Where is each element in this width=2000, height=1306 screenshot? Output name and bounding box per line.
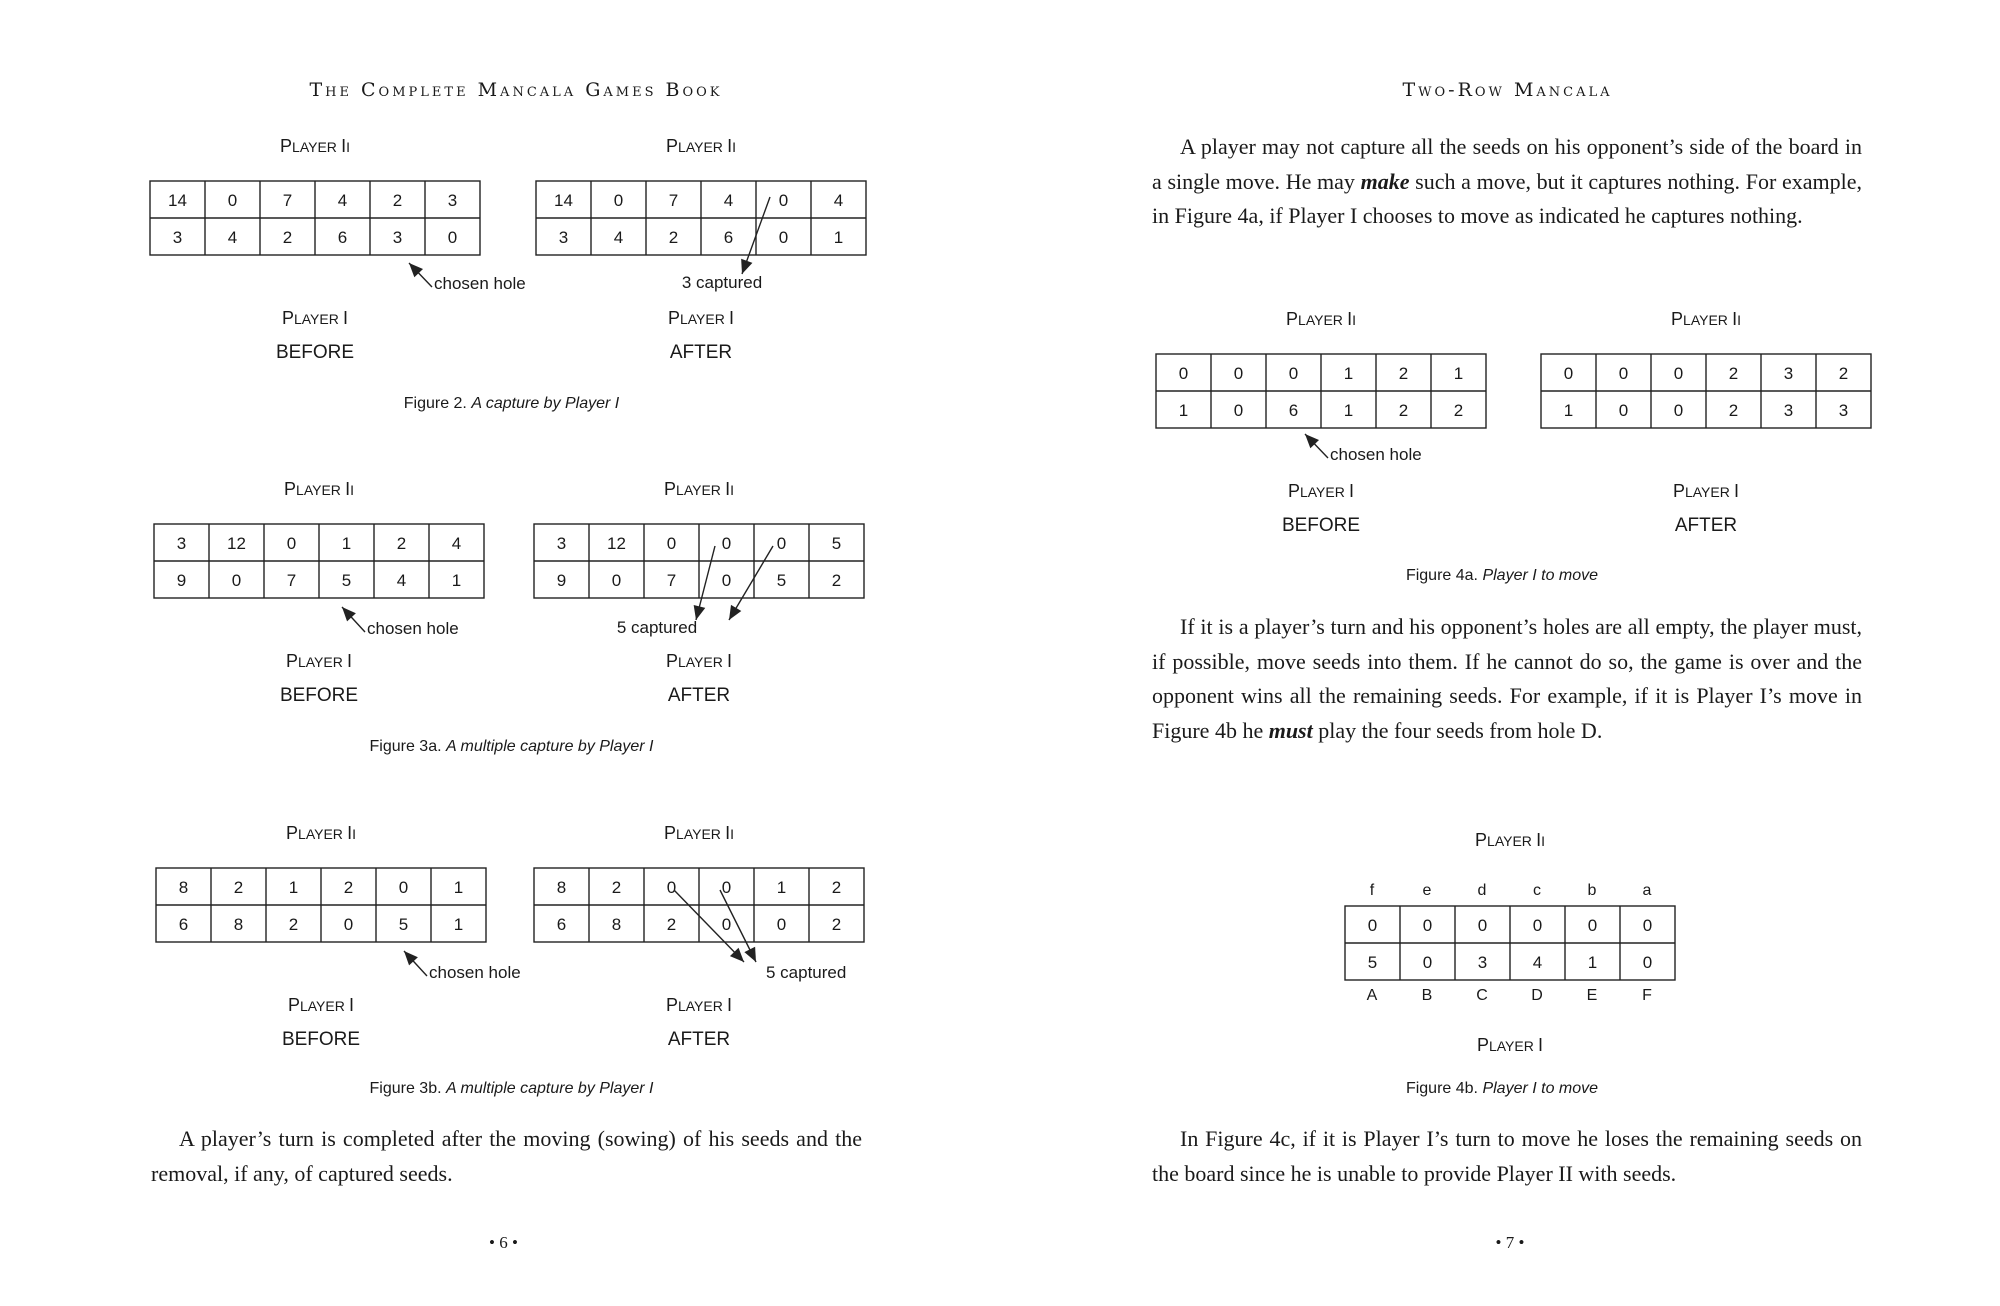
chosen-hole-note: chosen hole <box>367 619 459 638</box>
after-hole-value: 2 <box>1728 364 1739 383</box>
position-board <box>1345 906 1675 980</box>
before-hole-value: 2 <box>1453 401 1464 420</box>
paragraph-capture-rule: A player may not capture all the seeds on his opponent’s side of the board in a single move. He may make such a move, but it captures nothing. For example, in Figure 4a, if Player I chooses to move as indicated he captures nothing. <box>1152 134 1862 228</box>
after-hole-value: 0 <box>776 915 787 934</box>
hole-letter-bottom: A <box>1366 987 1378 1004</box>
after-hole-value: 0 <box>611 571 622 590</box>
after-label: AFTER <box>1674 515 1738 536</box>
before-hole-value: 2 <box>392 191 403 210</box>
before-hole-value: 1 <box>288 878 299 897</box>
figure-2-diagram <box>140 125 880 365</box>
before-hole-value: 6 <box>178 915 189 934</box>
before-hole-value: 0 <box>286 534 297 553</box>
before-hole-value: 12 <box>227 534 246 553</box>
after-hole-value: 2 <box>831 571 842 590</box>
before-hole-value: 14 <box>168 191 187 210</box>
right-page <box>1000 0 2000 1306</box>
figure-3b-diagram <box>140 812 880 1052</box>
before-hole-value: 1 <box>1453 364 1464 383</box>
after-hole-value: 0 <box>1563 364 1574 383</box>
player-ii-label: PLAYER II <box>1286 309 1356 329</box>
before-hole-value: 0 <box>343 915 354 934</box>
player-i-label: PLAYER I <box>1672 481 1740 501</box>
after-board <box>536 181 866 255</box>
running-head: The Complete Mancala Games Book <box>309 79 723 101</box>
before-hole-value: 0 <box>227 191 238 210</box>
before-hole-value: 9 <box>176 571 187 590</box>
after-hole-value: 0 <box>721 915 732 934</box>
figure-4b-caption: Figure 4b. Player I to move <box>1405 1080 1599 1097</box>
figure-2-caption: Figure 2. A capture by Player I <box>403 395 620 412</box>
before-hole-value: 1 <box>1178 401 1189 420</box>
before-hole-value: 7 <box>282 191 293 210</box>
before-label: BEFORE <box>281 1029 361 1050</box>
before-hole-value: 6 <box>1288 401 1299 420</box>
before-hole-value: 2 <box>1398 364 1409 383</box>
after-hole-value: 5 <box>776 571 787 590</box>
player-i-label: PLAYER I <box>287 995 355 1015</box>
before-board <box>154 524 484 598</box>
after-hole-value: 14 <box>554 191 573 210</box>
figure-4a-diagram <box>1152 298 1892 538</box>
player-i-label: PLAYER I <box>285 651 353 671</box>
before-hole-value: 1 <box>1343 401 1354 420</box>
before-hole-value: 2 <box>233 878 244 897</box>
after-hole-value: 0 <box>778 191 789 210</box>
position-hole-value: 0 <box>1422 953 1433 972</box>
before-hole-value: 8 <box>178 878 189 897</box>
before-hole-value: 3 <box>176 534 187 553</box>
after-hole-value: 4 <box>833 191 844 210</box>
player-i-label: PLAYER I <box>281 308 349 328</box>
before-hole-value: 3 <box>172 228 183 247</box>
player-i-label: PLAYER I <box>665 995 733 1015</box>
hole-letter-top: b <box>1587 882 1597 899</box>
position-hole-value: 1 <box>1587 953 1598 972</box>
after-hole-value: 0 <box>721 571 732 590</box>
before-hole-value: 2 <box>1398 401 1409 420</box>
after-hole-value: 0 <box>1673 401 1684 420</box>
before-hole-value: 0 <box>1178 364 1189 383</box>
after-hole-value: 8 <box>611 915 622 934</box>
after-board <box>534 868 864 942</box>
after-board <box>1541 354 1871 428</box>
after-hole-value: 4 <box>613 228 624 247</box>
after-hole-value: 0 <box>778 228 789 247</box>
capture-arrow <box>674 890 744 962</box>
player-ii-label: PLAYER II <box>284 479 354 499</box>
after-label: AFTER <box>667 1029 731 1050</box>
before-hole-value: 0 <box>447 228 458 247</box>
position-hole-value: 5 <box>1367 953 1378 972</box>
after-hole-value: 0 <box>1618 364 1629 383</box>
hole-letter-top: a <box>1642 882 1652 899</box>
after-hole-value: 0 <box>666 534 677 553</box>
after-board <box>534 524 864 598</box>
capture-arrow-head <box>729 605 741 620</box>
player-i-label: PLAYER I <box>1287 481 1355 501</box>
after-label: AFTER <box>667 685 731 706</box>
after-hole-value: 12 <box>607 534 626 553</box>
after-hole-value: 3 <box>558 228 569 247</box>
after-hole-value: 2 <box>668 228 679 247</box>
after-hole-value: 9 <box>556 571 567 590</box>
after-hole-value: 1 <box>1563 401 1574 420</box>
hole-letter-top: e <box>1422 882 1432 899</box>
chosen-hole-note: chosen hole <box>429 963 521 982</box>
player-ii-label: PLAYER II <box>666 136 736 156</box>
after-hole-value: 2 <box>1838 364 1849 383</box>
before-hole-value: 2 <box>396 534 407 553</box>
before-hole-value: 6 <box>337 228 348 247</box>
after-hole-value: 5 <box>831 534 842 553</box>
hole-letter-bottom: B <box>1421 987 1433 1004</box>
chosen-hole-note: chosen hole <box>1330 445 1422 464</box>
before-hole-value: 1 <box>453 878 464 897</box>
before-hole-value: 1 <box>453 915 464 934</box>
figure-4b-diagram <box>1330 818 1690 1058</box>
after-hole-value: 0 <box>776 534 787 553</box>
before-board <box>150 181 480 255</box>
after-hole-value: 0 <box>1618 401 1629 420</box>
after-hole-value: 0 <box>721 534 732 553</box>
hole-letter-bottom: D <box>1531 987 1543 1004</box>
player-ii-label: PLAYER II <box>286 823 356 843</box>
after-hole-value: 1 <box>776 878 787 897</box>
hole-letter-top: d <box>1477 882 1487 899</box>
before-label: BEFORE <box>279 685 359 706</box>
before-hole-value: 0 <box>231 571 242 590</box>
before-label: BEFORE <box>1281 515 1361 536</box>
after-hole-value: 1 <box>833 228 844 247</box>
after-hole-value: 6 <box>556 915 567 934</box>
after-hole-value: 2 <box>831 878 842 897</box>
position-hole-value: 0 <box>1422 916 1433 935</box>
player-ii-label: PLAYER II <box>1475 830 1545 850</box>
position-hole-value: 0 <box>1367 916 1378 935</box>
after-hole-value: 7 <box>668 191 679 210</box>
capture-arrow-head <box>741 259 752 274</box>
after-label: AFTER <box>669 342 733 363</box>
before-board <box>1156 354 1486 428</box>
before-hole-value: 4 <box>227 228 238 247</box>
before-hole-value: 0 <box>398 878 409 897</box>
before-board <box>156 868 486 942</box>
before-hole-value: 0 <box>1288 364 1299 383</box>
page-number: • 7 • <box>1495 1233 1525 1252</box>
before-hole-value: 3 <box>392 228 403 247</box>
before-hole-value: 1 <box>1343 364 1354 383</box>
after-hole-value: 7 <box>666 571 677 590</box>
player-ii-label: PLAYER II <box>280 136 350 156</box>
before-hole-value: 4 <box>337 191 348 210</box>
position-hole-value: 3 <box>1477 953 1488 972</box>
hole-letter-top: f <box>1369 882 1375 899</box>
paragraph-figure-4c: In Figure 4c, if it is Player I’s turn to move he loses the remaining seeds on the board since he is unable to provide Player II with seeds. <box>1152 1126 1862 1186</box>
player-i-label: PLAYER I <box>1476 1035 1544 1055</box>
before-hole-value: 4 <box>396 571 407 590</box>
running-head: Two-Row Mancala <box>1402 79 1613 101</box>
after-hole-value: 3 <box>1783 401 1794 420</box>
before-hole-value: 0 <box>1233 401 1244 420</box>
position-hole-value: 0 <box>1532 916 1543 935</box>
hole-letter-bottom: C <box>1476 987 1488 1004</box>
captured-note: 5 captured <box>766 963 847 982</box>
position-hole-value: 0 <box>1642 916 1653 935</box>
hole-letter-top: c <box>1533 882 1541 899</box>
figure-3b-caption: Figure 3b. A multiple capture by Player I <box>369 1080 654 1097</box>
before-hole-value: 2 <box>343 878 354 897</box>
captured-note: 5 captured <box>616 618 698 637</box>
player-ii-label: PLAYER II <box>664 479 734 499</box>
figure-4a-caption: Figure 4a. Player I to move <box>1405 567 1599 584</box>
hole-letter-bottom: E <box>1586 987 1598 1004</box>
player-ii-label: PLAYER II <box>1671 309 1741 329</box>
before-hole-value: 1 <box>341 534 352 553</box>
after-hole-value: 2 <box>831 915 842 934</box>
position-hole-value: 4 <box>1532 953 1543 972</box>
before-hole-value: 0 <box>1233 364 1244 383</box>
before-hole-value: 7 <box>286 571 297 590</box>
after-hole-value: 0 <box>721 878 732 897</box>
after-hole-value: 3 <box>1838 401 1849 420</box>
after-hole-value: 0 <box>613 191 624 210</box>
captured-note: 3 captured <box>681 273 763 292</box>
before-hole-value: 2 <box>282 228 293 247</box>
after-hole-value: 8 <box>556 878 567 897</box>
after-hole-value: 2 <box>666 915 677 934</box>
figure-3a-caption: Figure 3a. A multiple capture by Player I <box>369 738 654 755</box>
body-paragraph: A player’s turn is completed after the moving (sowing) of his seeds and the removal, if any, of captured seeds. <box>151 1126 862 1186</box>
before-hole-value: 4 <box>451 534 462 553</box>
after-hole-value: 2 <box>1728 401 1739 420</box>
player-i-label: PLAYER I <box>665 651 733 671</box>
chosen-hole-note: chosen hole <box>434 274 526 293</box>
after-hole-value: 3 <box>556 534 567 553</box>
before-hole-value: 3 <box>447 191 458 210</box>
after-hole-value: 4 <box>723 191 734 210</box>
position-hole-value: 0 <box>1587 916 1598 935</box>
position-hole-value: 0 <box>1642 953 1653 972</box>
after-hole-value: 3 <box>1783 364 1794 383</box>
player-i-label: PLAYER I <box>667 308 735 328</box>
before-hole-value: 5 <box>341 571 352 590</box>
before-hole-value: 2 <box>288 915 299 934</box>
paragraph-empty-holes: If it is a player’s turn and his opponent’s holes are all empty, the player must, if possible, move seeds into them. If he cannot do so, the game is over and the opponent wins all the remaining seeds. For example, if it is Player I’s move in Figure 4b he must play the four seeds from hole D. <box>1152 614 1862 743</box>
after-hole-value: 0 <box>666 878 677 897</box>
player-ii-label: PLAYER II <box>664 823 734 843</box>
after-hole-value: 2 <box>611 878 622 897</box>
figure-3a-diagram <box>140 468 880 708</box>
hole-letter-bottom: F <box>1642 987 1652 1004</box>
before-label: BEFORE <box>275 342 355 363</box>
after-hole-value: 0 <box>1673 364 1684 383</box>
before-hole-value: 1 <box>451 571 462 590</box>
after-hole-value: 6 <box>723 228 734 247</box>
before-hole-value: 5 <box>398 915 409 934</box>
before-hole-value: 8 <box>233 915 244 934</box>
position-hole-value: 0 <box>1477 916 1488 935</box>
page-number: • 6 • <box>489 1233 518 1252</box>
